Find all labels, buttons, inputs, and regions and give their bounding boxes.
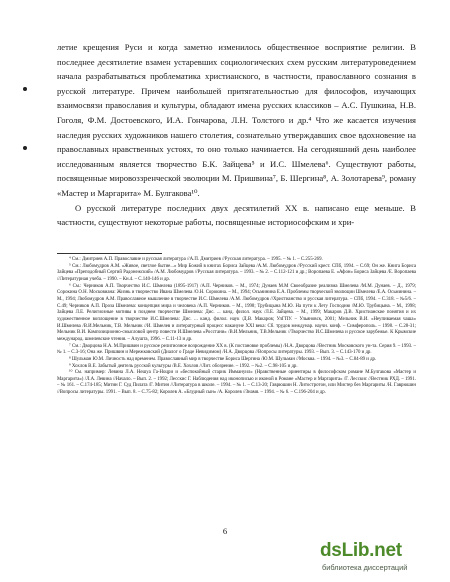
footnote: ⁷ См.: Дворцова Н.А. М.Пришвин и русское религиозное возрождение XX в. (К постановке проблемы) /Н.А. Дворцова //Вестник Московского ун-та. Серия 9. – 1993. – № 1. – С.3-16; Она же. Пришвин и Мережковский (Диалог о Граде Невидимом) /Н.А. Дворцова //Вопросы литературы. 1993. – Вып. 3. – С.143-170 и др. [57,343,416,356]
footnotes [57,257,416,397]
body-paragraph: летие крещения Руси и когда заметно изменилось общественное восприятие религии. В последнее десятилетие взамен устаревших социологических схем русским литературоведением начала разрабатываться проблематика христианского, в частности, православного сознания в русской литературе. Причем наибольшей притягательностью для философов, изучающих взаимосвязи православия и культуры, обладают имена русских классиков – А.С. Пушкина, Н.В. Гоголя, Ф.М. Достоевского, И.А. Гончарова, Л.Н. Толстого и др.⁴ Что же касается изучения наследия русских художников нашего столетия, сознательно утверждавших свое вдохновение на православных нравственных устоях, то оно только начинается. На сегодняшний день наиболее исследованным является творчество Б.К. Зайцева⁵ и И.С. Шмелева⁶. Существуют работы, посвященные мировоззренческой эволюции М. Пришвина⁷, Б. Шергина⁸, А. Золотарева⁹, роману «Мастер и Маргарита» М. Булгакова¹⁰. [57,42,416,198]
footnote: ⁵ См.: Любомудров А.М. «Живое, светлое бытие...» Мир Божий в книгах Бориса Зайцева /А.М. Любомудров //Русский крест. СПб, 1994. – С.69; Он же. Книга Бориса Зайцева «Преподобный Сергий Радонежский» /А.М. Любомудров //Русская литература. – 1993. – № 2. – С.112-121 и др.; Воропаева Е. «Афон» Бориса Зайцева /Е. Воропаева //Литературная учеба. – 1990. – Кн.4. – С.140-146 и др. [57,263,416,282]
page-number: 6 [222,526,228,536]
footnote: ¹⁰ См. например: Левина Л.А. Нешуа Га-Ноцри и «беспокойный старик Иммануил» (Нравственные ориентиры в философском романе М.Булгакова «Мастер и Маргарита») /Л.А. Левина //Начало. – Вып. 2. – 1992; Лесскис Г. Наблюдения над иконописью и иконой в Романе «Мастер и Маргарита» /Г. Лесскис //Вестник РХД. – 1991. – № 161. – С.174-185; Митин Г. Суд Пилата /Г. Митин //Литература в школе. – 1994. – № 1. – С.13-20; Гаврюшин Н. Литостротон, или Мистер без Маргариты /Н. Гаврюшин //Вопросы литературы. 1991. – Вып. 8. – С.75-82; Королев А. «Блудный сын» /А. Королев //Знамя. – 1994. – № 6. – С.196-204 и др. [57,370,416,396]
body-paragraph: О русской литературе последних двух десятилетий XX в. написано еще меньше. В частности, существуют некоторые работы, посвященные историософским и хри- [57,202,416,228]
margin-bullet-mark [23,87,27,91]
footnote: ⁶ См.: Черников А.П. Творчество И.С. Шмелева (1895-1917) /А.П. Черников. – М., 1974; Дунаев М.М Своеобразие реализма Шмелева /М.М. Дунаев. – Д., 1979; Сорокина О.Н. Московиана: Жизнь и творчество Ивана Шмелева /О.Н. Сорокина. – М., 1994; Осьминина Е.А. Проблемы творческой эволюции Шмелева /Е.А. Осьминина. – М., 1994; Любомудров А.М. Православное мышление в творчестве И.С. Шмелева /А.М. Любомудров //Христианство и русская литература. – СПб, 1994. – С.318. – №5/6. – С.49; Черников А.П. Проза Шмелева: концепция мира и человека /А.П. Черников. – М., 1998; Трубицына М.Ю. На пути к Лету Господню /М.Ю. Трубицына. – М., 1998; Зайцева Л.Е. Религиозные мотивы в позднем творчестве Шмелева: Дис. ... канд. филол. наук /Л.Е. Зайцева. – М., 1999; Макаров Д.В. Христианские понятия и их художественное воплощение в творчестве И.С.Шмелева: Дис. ... канд. филол. наук /Д.В. Макаров; УлГПУ. – Ульяновск, 2001; Мельник В.И. «Неупиваемая чаша» И.Шмелева /В.И.Мельник, Т.В. Мельник //И. Шмелев и литературный процесс накануне XXI века: Сб. трудов междунар. научн. конф. – Симферополь. – 1998. – С.28-31; Мельник В.И. Композиционно-смысловой центр повести И.Шмелева «Росстани» /В.И.Мельник, Т.В.Мельник //Творчество И.С.Шмелева и русское зарубежье. К Крымские международ. шмелевские чтения. – Алушта, 1996. – С.11-13 и др. [57,283,416,342]
watermark-subtitle: библиотека диссертаций [322,563,408,572]
footnote: ⁸ Шульман Ю.М. Личность над временем. Православный мир в творчестве Бориса Шергина /Ю.М. Шульман //Москва. – 1994. – №3. – С.84-89 и др. [69,356,377,362]
body-text [57,40,416,230]
footnote: ⁹ Хохлов В.Е. Забытый деятель русской культуры /В.Е. Хохлов //Лит. обозрение. – 1992. – №2. – С.98-105 и др. [69,363,298,369]
margin-bullet-mark [23,146,27,150]
footnote-separator [57,253,162,254]
footnote: ⁴ См.: Дмитриев А.П. Православие и русская литература //А.П. Дмитриев //Русская литература. – 1995. – № 1. – С.255-269. [69,257,323,262]
watermark[interactable] [320,540,442,574]
watermark-logo: dsLib.net [320,540,402,561]
